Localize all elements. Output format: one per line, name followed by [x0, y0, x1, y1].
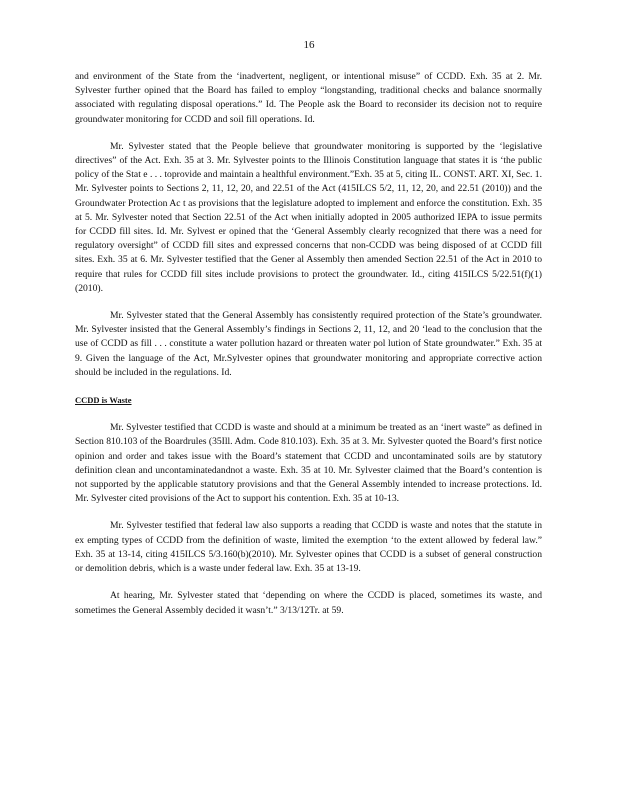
- paragraph-1: [75, 70, 542, 127]
- paragraph-2: [75, 140, 542, 296]
- paragraph-6: [75, 589, 542, 617]
- paragraph-4: [75, 421, 542, 506]
- paragraph-3: [75, 309, 542, 380]
- page-number: 16: [303, 39, 315, 51]
- paragraph-text: Mr. Sylvester testified that CCDD is waste and should at a minimum be treated as an ‘inert waste” as defined in Section 810.103 of the Boardrules (35Ill. Adm. Code 810.103). Exh. 35 at 3. Mr. Sylvester quoted the Board’s first notice opinion and order and takes issue with the Board’s statement that CCDD and uncontaminated soils are by statutory definition clean and uncontaminatedandnot a waste. Exh. 35 at 10. Mr. Sylvester claimed that the Board’s contention is not supported by the applicable statutory provisions and that the General Assembly intended to increase protections. Id. Mr. Sylvester cited provisions of the Act to support his contention. Exh. 35 at 10-13.: [75, 422, 542, 505]
- paragraph-text: Mr. Sylvester stated that the People believe that groundwater monitoring is supported by the ‘legislative directives” of the Act. Exh. 35 at 3. Mr. Sylvester points to the Illinois Constitution language that states it is ‘the public policy of the Stat e . . . toprovide and maintain a healthful environment.”Exh. 35 at 5, citing IL. CONST. ART. XI, Sec. 1. Mr. Sylvester points to Sections 2, 11, 12, 20, and 22.51 of the Act (415ILCS 5/2, 11, 12, 20, and 22.51 (2010)) and the Groundwater Protection Ac t as provisions that the legislature adopted to implement and enforce the constitution. Exh. 35 at 5. Mr. Sylvester noted that Section 22.51 of the Act when initially adopted in 2005 authorized IEPA to issue permits for CCDD fill sites. Id. Mr. Sylvest er opined that the ‘General Assembly clearly recognized that there was a need for regulatory oversight” of CCDD fill sites and expressed concerns that non-CCDD was being disposed of at CCDD fill sites. Exh. 35 at 6. Mr. Sylvester testified that the Gener al Assembly then amended Section 22.51 of the Act in 2010 to require that rules for CCDD fill sites include provisions to protect the groundwater. Id., citing 415ILCS 5/22.51(f)(1) (2010).: [75, 140, 542, 294]
- paragraph-text: Mr. Sylvester stated that the General Assembly has consistently required protection of the State’s groundwater. Mr. Sylvester insisted that the General Assembly’s findings in Sections 2, 11, 12, and 20 ‘lead to the conclusion that the use of CCDD as fill . . . constitute a water pollution hazard or threaten water pol lution of State groundwater.” Exh. 35 at 9. Given the language of the Act, Mr.Sylvester opines that groundwater monitoring and appropriate corrective action should be included in the regulations. Id.: [75, 310, 542, 378]
- section-heading: CCDD is Waste: [75, 395, 132, 406]
- paragraph-5: [75, 519, 542, 576]
- body-text: [75, 70, 542, 631]
- paragraph-text: Mr. Sylvester testified that federal law also supports a reading that CCDD is waste and notes that the statute in ex empting types of CCDD from the definition of waste, limited the exemption ‘to the extent allowed by federal law.” Exh. 35 at 13-14, citing 415ILCS 5/3.160(b)(2010). Mr. Sylvester opines that CCDD is a subset of general construction or demolition debris, which is a waste under federal law. Exh. 35 at 13-19.: [75, 520, 542, 575]
- paragraph-text: and environment of the State from the ‘inadvertent, negligent, or intentional misuse” of CCDD. Exh. 35 at 2. Mr. Sylvester further opined that the Board has failed to employ “longstanding, traditional checks and balance snormally associated with regulating disposal operations.” Id. The People ask the Board to reconsider its decision not to require groundwater monitoring for CCDD and soil fill operations. Id.: [75, 71, 542, 125]
- paragraph-text: At hearing, Mr. Sylvester stated that ‘depending on where the CCDD is placed, sometimes its waste, and sometimes the General Assembly decided it wasn’t.” 3/13/12Tr. at 59.: [75, 590, 542, 616]
